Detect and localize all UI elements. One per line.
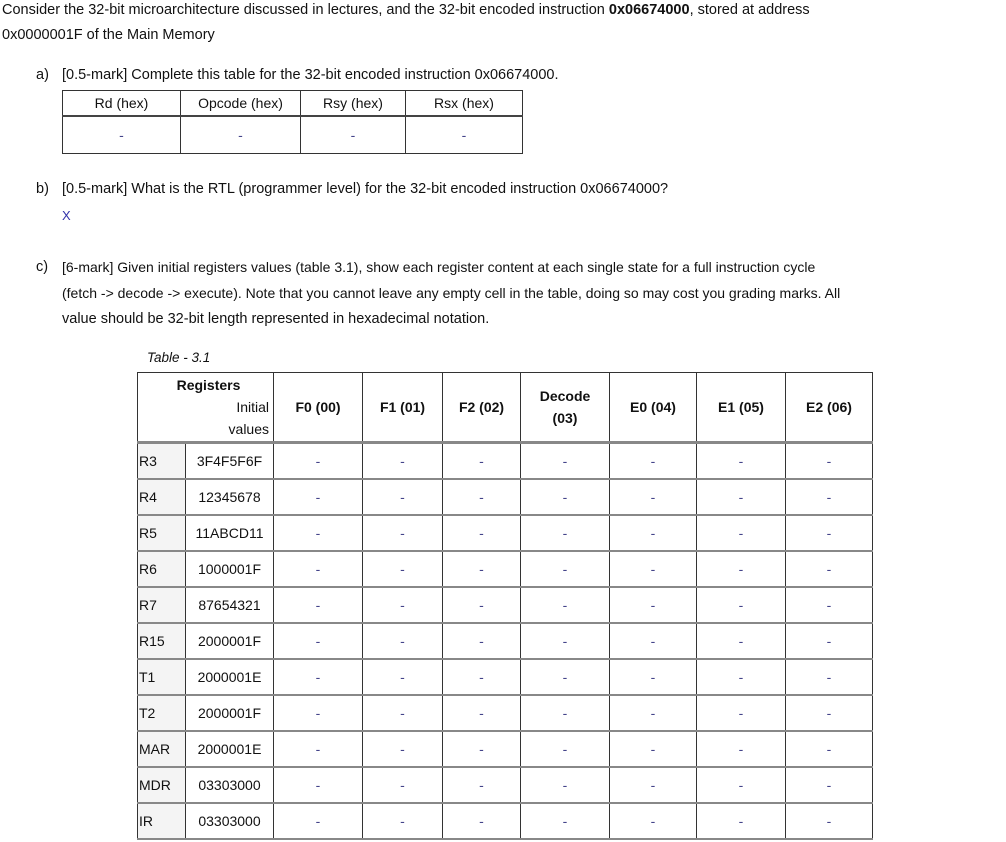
state-cell[interactable]: - <box>521 623 610 659</box>
state-header: F0 (00) <box>274 373 363 443</box>
state-cell[interactable]: - <box>610 803 697 839</box>
state-cell[interactable]: - <box>697 443 786 480</box>
state-cell[interactable]: - <box>697 659 786 695</box>
state-cell[interactable]: - <box>363 659 443 695</box>
initial-value: 2000001F <box>186 695 274 731</box>
state-cell[interactable]: - <box>363 623 443 659</box>
state-cell[interactable]: - <box>521 695 610 731</box>
state-cell[interactable]: - <box>274 623 363 659</box>
state-cell[interactable]: - <box>786 659 873 695</box>
table-row <box>138 803 873 839</box>
register-name: R5 <box>138 515 186 551</box>
header-opcode: Opcode (hex) <box>181 91 301 117</box>
register-name: R4 <box>138 479 186 515</box>
state-cell[interactable]: - <box>697 551 786 587</box>
state-cell[interactable]: - <box>274 803 363 839</box>
state-cell[interactable]: - <box>443 479 521 515</box>
table-row <box>138 551 873 587</box>
answer-rd[interactable]: - <box>63 116 181 154</box>
question-a-text: [0.5-mark] Complete this table for the 32-bit encoded instruction 0x06674000. <box>62 67 559 83</box>
values-label: values <box>228 421 269 437</box>
register-name: R15 <box>138 623 186 659</box>
intro-line-1 <box>2 1 810 19</box>
state-cell[interactable]: - <box>786 443 873 480</box>
state-cell[interactable]: - <box>610 443 697 480</box>
register-name: R7 <box>138 587 186 623</box>
state-cell[interactable]: - <box>697 767 786 803</box>
table-row <box>138 515 873 551</box>
state-cell[interactable]: - <box>274 515 363 551</box>
table-row <box>138 695 873 731</box>
initial-value: 1000001F <box>186 551 274 587</box>
header-rsx: Rsx (hex) <box>406 91 523 117</box>
initial-label: Initial <box>236 399 269 415</box>
state-cell[interactable]: - <box>786 515 873 551</box>
initial-value: 11ABCD11 <box>186 515 274 551</box>
question-b-answer[interactable]: X <box>62 208 71 223</box>
state-cell[interactable]: - <box>786 803 873 839</box>
registers-header <box>138 373 274 443</box>
intro-text-2: , stored at address <box>689 2 810 18</box>
state-cell[interactable]: - <box>610 479 697 515</box>
question-a-label: a) <box>36 67 49 83</box>
state-cell[interactable]: - <box>610 731 697 767</box>
state-cell[interactable]: - <box>443 551 521 587</box>
register-name: R3 <box>138 443 186 480</box>
state-cell[interactable]: - <box>521 515 610 551</box>
state-cell[interactable]: - <box>363 767 443 803</box>
state-cell[interactable]: - <box>443 803 521 839</box>
state-cell[interactable]: - <box>363 731 443 767</box>
state-cell[interactable]: - <box>274 443 363 480</box>
register-name: R6 <box>138 551 186 587</box>
state-cell[interactable]: - <box>697 695 786 731</box>
state-cell[interactable]: - <box>443 623 521 659</box>
initial-value: 3F4F5F6F <box>186 443 274 480</box>
state-cell[interactable]: - <box>521 803 610 839</box>
table-row <box>138 623 873 659</box>
intro-line-2: 0x0000001F of the Main Memory <box>2 27 215 43</box>
state-cell[interactable]: - <box>443 587 521 623</box>
register-name: MAR <box>138 731 186 767</box>
state-cell[interactable]: - <box>521 551 610 587</box>
question-c-line-2: (fetch -> decode -> execute). Note that you cannot leave any empty cell in the table, doing so may cost you grading marks. All <box>62 285 841 301</box>
state-cell[interactable]: - <box>274 695 363 731</box>
table-row <box>138 443 873 480</box>
state-cell[interactable]: - <box>363 443 443 480</box>
state-cell[interactable]: - <box>697 803 786 839</box>
state-cell[interactable]: - <box>610 767 697 803</box>
state-header: E1 (05) <box>697 373 786 443</box>
state-cell[interactable]: - <box>786 623 873 659</box>
initial-value: 2000001F <box>186 623 274 659</box>
initial-value: 2000001E <box>186 659 274 695</box>
table-row <box>138 587 873 623</box>
state-cell[interactable]: - <box>521 731 610 767</box>
state-header: F1 (01) <box>363 373 443 443</box>
initial-value: 03303000 <box>186 803 274 839</box>
state-cell[interactable]: - <box>274 551 363 587</box>
state-cell[interactable]: - <box>610 623 697 659</box>
question-b-label: b) <box>36 181 49 197</box>
state-header: Decode (03) <box>521 373 610 443</box>
register-name: MDR <box>138 767 186 803</box>
state-header: E0 (04) <box>610 373 697 443</box>
state-header: F2 (02) <box>443 373 521 443</box>
state-cell[interactable]: - <box>443 767 521 803</box>
state-cell[interactable]: - <box>363 587 443 623</box>
state-cell[interactable]: - <box>274 659 363 695</box>
header-rd: Rd (hex) <box>63 91 181 117</box>
answer-rsy[interactable]: - <box>301 116 406 154</box>
table-row <box>138 659 873 695</box>
table-row <box>138 731 873 767</box>
register-states-table <box>137 372 873 840</box>
state-cell[interactable]: - <box>610 515 697 551</box>
state-cell[interactable]: - <box>786 731 873 767</box>
state-cell[interactable]: - <box>521 767 610 803</box>
state-cell[interactable]: - <box>363 479 443 515</box>
state-cell[interactable]: - <box>610 695 697 731</box>
initial-value: 12345678 <box>186 479 274 515</box>
state-cell[interactable]: - <box>363 803 443 839</box>
state-cell[interactable]: - <box>610 551 697 587</box>
state-cell[interactable]: - <box>697 479 786 515</box>
answer-rsx[interactable]: - <box>406 116 523 154</box>
state-cell[interactable]: - <box>443 443 521 480</box>
register-name: T2 <box>138 695 186 731</box>
state-cell[interactable]: - <box>610 587 697 623</box>
state-cell[interactable]: - <box>697 623 786 659</box>
state-cell[interactable]: - <box>610 659 697 695</box>
question-c-line-3: value should be 32-bit length represented in hexadecimal notation. <box>62 311 490 327</box>
initial-value: 2000001E <box>186 731 274 767</box>
state-cell[interactable]: - <box>363 695 443 731</box>
state-cell[interactable]: - <box>274 479 363 515</box>
state-cell[interactable]: - <box>274 731 363 767</box>
instruction-fields-table <box>62 90 523 154</box>
state-cell[interactable]: - <box>274 767 363 803</box>
state-cell[interactable]: - <box>443 515 521 551</box>
state-cell[interactable]: - <box>363 551 443 587</box>
register-name: IR <box>138 803 186 839</box>
state-cell[interactable]: - <box>697 515 786 551</box>
state-cell[interactable]: - <box>521 443 610 480</box>
state-cell[interactable]: - <box>274 587 363 623</box>
state-cell[interactable]: - <box>786 767 873 803</box>
state-cell[interactable]: - <box>786 695 873 731</box>
state-cell[interactable]: - <box>786 587 873 623</box>
register-name: T1 <box>138 659 186 695</box>
state-cell[interactable]: - <box>521 659 610 695</box>
registers-label: Registers <box>176 377 241 393</box>
state-cell[interactable]: - <box>697 731 786 767</box>
instruction-hex: 0x06674000 <box>608 2 690 18</box>
state-cell[interactable]: - <box>786 551 873 587</box>
question-c-label: c) <box>36 259 49 275</box>
state-cell[interactable]: - <box>521 479 610 515</box>
state-cell[interactable]: - <box>443 731 521 767</box>
state-cell[interactable]: - <box>443 659 521 695</box>
initial-value: 87654321 <box>186 587 274 623</box>
intro-text: Consider the 32-bit microarchitecture discussed in lectures, and the 32-bit encoded instruction <box>2 2 609 18</box>
state-cell[interactable]: - <box>443 695 521 731</box>
table-row <box>138 767 873 803</box>
state-cell[interactable]: - <box>786 479 873 515</box>
state-cell[interactable]: - <box>521 587 610 623</box>
answer-opcode[interactable]: - <box>181 116 301 154</box>
state-cell[interactable]: - <box>697 587 786 623</box>
header-rsy: Rsy (hex) <box>301 91 406 117</box>
question-c-line-1: [6-mark] Given initial registers values (table 3.1), show each register content at each single state for a full instruction cycle <box>62 259 816 275</box>
state-header: E2 (06) <box>786 373 873 443</box>
initial-value: 03303000 <box>186 767 274 803</box>
question-b-text: [0.5-mark] What is the RTL (programmer level) for the 32-bit encoded instruction 0x06674000? <box>62 181 669 197</box>
state-cell[interactable]: - <box>363 515 443 551</box>
table-row <box>138 479 873 515</box>
table-caption: Table - 3.1 <box>147 350 211 365</box>
